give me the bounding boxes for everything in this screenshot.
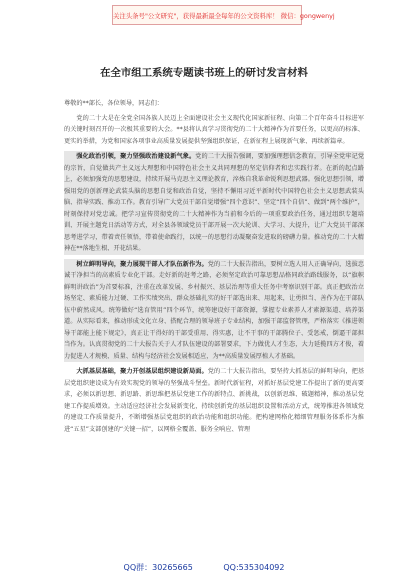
paragraph-text: 党的二十大是在全党全国各族人民迈上全面建设社会主义现代化国家新征程、向第二个百年奋斗目标进军的关键时刻召开的一次极其重要的大会。**县将认真学习贯彻党的二十大精神作为首要任务，以更高的标准、更实的举措，为党和国家各项事业高质量发展提供坚强组织保证，在新征程上展现新气象、再续新篇章。 bbox=[64, 114, 364, 145]
qq-text: QQ:535304092 bbox=[223, 563, 285, 572]
salutation: 尊敬的**部长，各位领导，同志们： bbox=[64, 100, 163, 107]
paragraph-heading: 强化政治引领，聚力坚强政治建设新气象。 bbox=[76, 153, 196, 160]
paragraph-cadre-orientation bbox=[64, 259, 364, 363]
document-title: 在全市组工系统专题读书班上的研讨发言材料 bbox=[100, 67, 308, 79]
paragraph-heading: 大抓基层基础，聚力开创基层组织建设新局面。 bbox=[76, 368, 208, 375]
paragraph-political-guidance bbox=[64, 151, 364, 255]
paragraph-grassroots bbox=[64, 366, 364, 435]
paragraph-text: 党的二十大报告指出，要树立选人用人正确导向，选拔忠诚干净担当的高素质专业化干部。走好新的赶考之路，必须坚定政治可靠思想品格同政治路线服务，以“旗帜鲜明讲政治”为首要标准，注重在改革发展、乡村振兴、基层治理等重大任务中考察识别干部。真正把政治立场坚定、素质能力过硬、工作实绩突出、群众基础扎实的好干部选出来、用起来，让勇担当、善作为在干部队伍中蔚然成风。统筹做好“选育管用”四个环节，统筹建设好干部资源，掌握专业素养人才素源渠道、培养渠道。从实际看来，推动形成文化立身、搭配合理的领导班子专业结构，加强干部监督管理，严格落实《推进领导干部能上能下规定》，真正让干得好的干部受重用、得实惠，让不干事的干部腾位子、受惩戒，倒逼干部担当作为。认真贯彻党的二十大报告关于人才队伍建设的部署要求，下力做优人才生态，大力延揽四方才俊，着力促进人才规模、质量、结构与经济社会发展相适应，为**高质量发展厚植人才基础。 bbox=[64, 260, 365, 360]
promo-banner[interactable] bbox=[112, 5, 335, 25]
qq-group-text: QQ群：30265665 bbox=[123, 563, 193, 572]
paragraph-text: 党的二十大报告指出，要坚持大抓基层的鲜明导向，把基层党组织建设成为有效实现党的领导的坚强战斗堡垒。新时代新征程，对抓好基层党建工作提出了新的更高要求，必须以新思想、新思路、新思维把基层党建工作的新特点、新挑战，以创新思维、破题精神，推动基层党建工作提质增效。主动适应经济社会发展新变化，持续创新党的基层组织设置和活动方式，统筹推进各领域党的建设工作质量提升，不断增强基层党组织的政治功能和组织功能。把构建网格化精细管理服务体系作为推进“五星”支部创建的“关键一招”，以网格全覆盖、服务全响应、管理 bbox=[64, 368, 365, 433]
document-body bbox=[64, 98, 364, 439]
promo-banner-text: 关注头条号"公文研究"，获得最新最全每年的公文资料库！ 微信：gongwenyj bbox=[113, 12, 335, 20]
paragraph-intro bbox=[64, 113, 364, 148]
paragraph-text: 党的二十大报告强调，要加强理想信念教育，引导全党牢记党的宗旨，自觉做共产主义远大理想和中国特色社会主义共同理想的坚定信仰者和忠实践行者。在新的起点路上，必须加强党的思想建设，持续开展马克思主义理论教育，淬炼自我革命锐利思想武器。强化思想引领，增强用党的创新理论武装头脑的思想自觉和政治自觉，坚持不懈用习近平新时代中国特色社会主义思想武装头脑、指导实践、推动工作。教育引导广大党员干部自觉增强“四个意识”、坚定“四个自信”、做到“两个维护”，时刻保持对党忠诚。把学习宣传贯彻党的二十大精神作为当前和今后的一项重要政治任务，通过组织专题培训、开展主题党日活动等方式，对全县各领域党员干部开展一次大轮训、大学习、大提升，让广大党员干部深思考进学习，带着责任领悟，带着使命践行，以统一的思想行动凝聚奋发进取的磅礴力量。推动党的二十大精神在**落地生根、开花结果。 bbox=[64, 153, 365, 252]
paragraph-heading: 树立鲜明导向，聚力展现干部人才队伍新作为。 bbox=[76, 260, 208, 268]
footer-contact bbox=[0, 562, 408, 573]
